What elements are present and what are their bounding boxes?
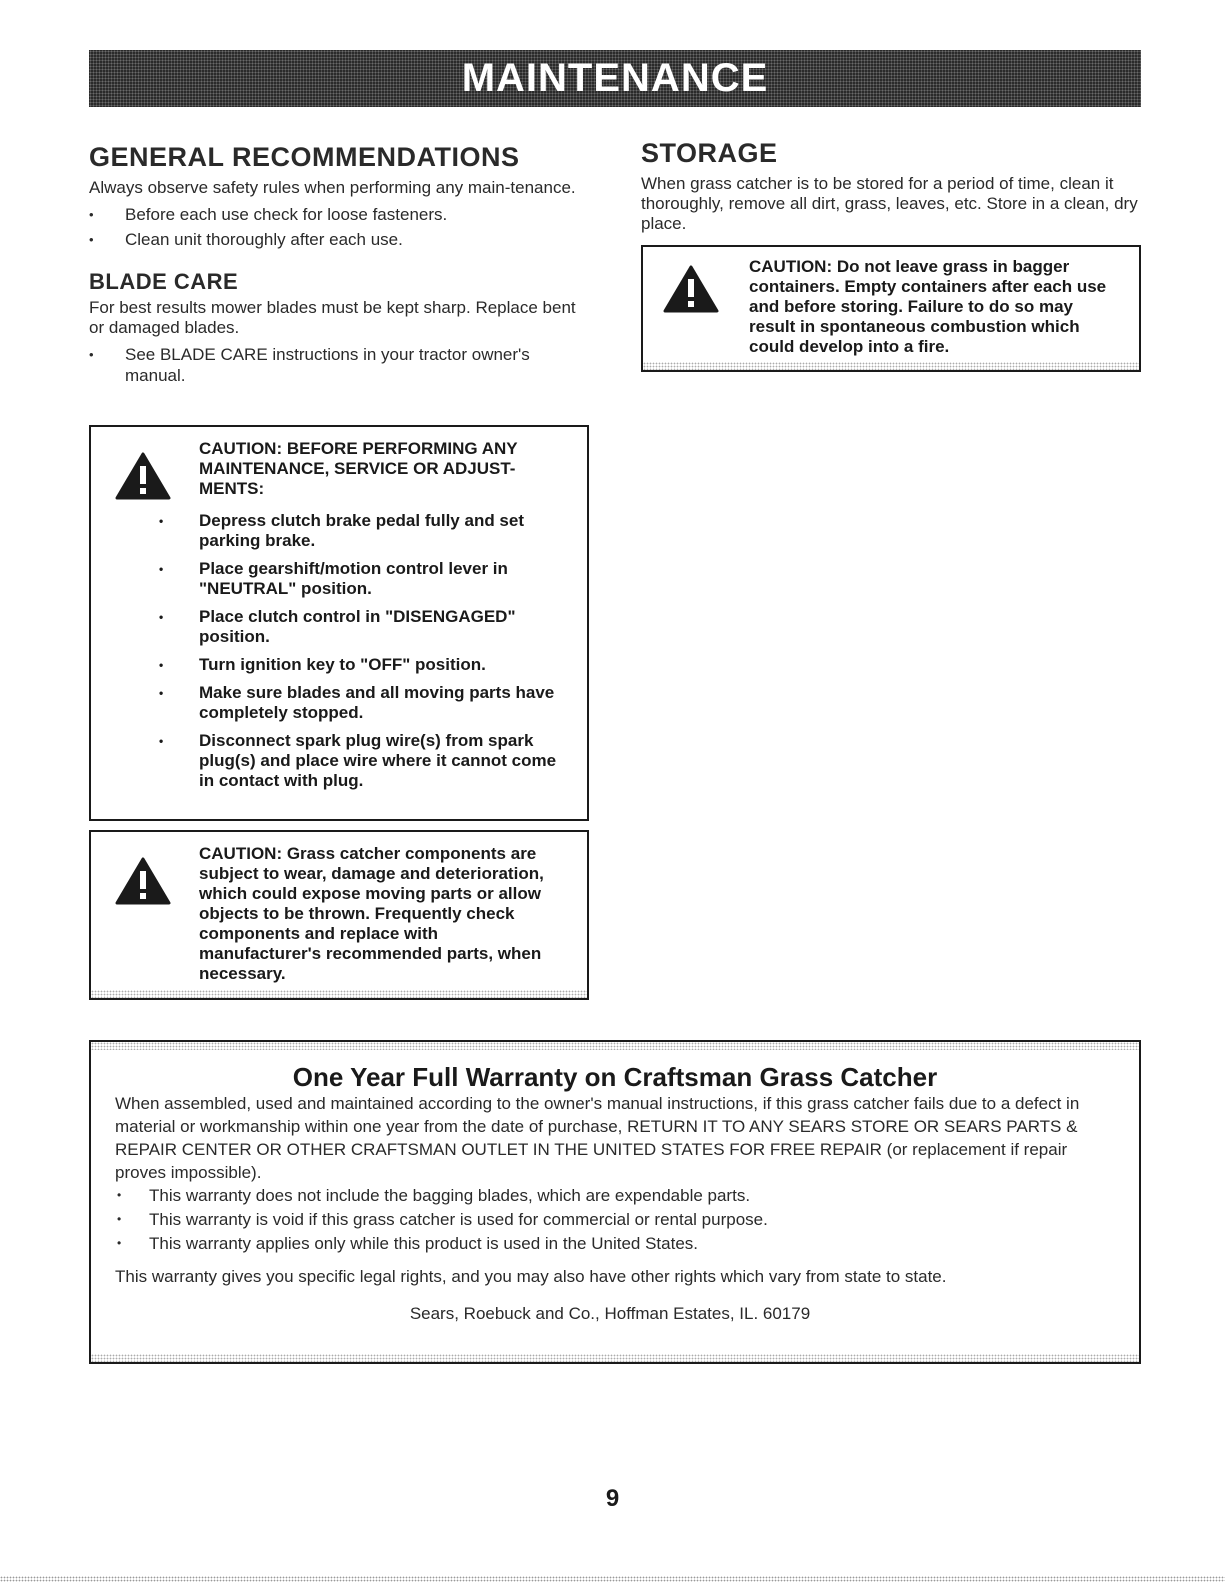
caution-maintenance-box (89, 425, 589, 821)
general-intro: Always observe safety rules when performing any main-tenance. (89, 178, 576, 197)
caution-maintenance-list (199, 511, 559, 791)
storage-intro: When grass catcher is to be stored for a period of time, clean it thoroughly, remove all dirt, grass, leaves, etc. Store in a clean, dry place. (641, 174, 1138, 233)
caution-components-box (89, 830, 589, 1000)
list-item: • Before each use check for loose fasteners. (89, 204, 594, 225)
banner-title: MAINTENANCE (461, 56, 769, 100)
left-column (89, 140, 594, 386)
warning-triangle-icon (115, 857, 171, 905)
list-item: • Clean unit thoroughly after each use. (89, 229, 594, 250)
warranty-title: One Year Full Warranty on Craftsman Grass Catcher (292, 1062, 938, 1092)
list-item: • Disconnect spark plug wire(s) from spark plug(s) and place wire where it cannot come in contact with plug. (199, 731, 559, 791)
list-item: • Turn ignition key to "OFF" position. (199, 655, 559, 675)
list-item: • Depress clutch brake pedal fully and set parking brake. (199, 511, 559, 551)
warranty-intro: When assembled, used and maintained according to the owner's manual instructions, if this grass catcher fails due to a defect in material or workmanship within one year from the date of purchase, RETURN IT TO ANY SEARS STORE OR SEARS PARTS & REPAIR CENTER OR OTHER CRAFTSMAN OUTLET IN THE UNITED STATES FOR FREE REPAIR (or replacement if repair proves impossible). (115, 1094, 1080, 1182)
section-banner (89, 50, 1141, 107)
general-recommendations-heading: GENERAL RECOMMENDATIONS (89, 142, 520, 172)
warranty-address: Sears, Roebuck and Co., Hoffman Estates, IL. 60179 (409, 1304, 811, 1323)
warning-triangle-icon (115, 452, 171, 500)
warning-triangle-icon (663, 265, 719, 313)
caution-components-text: CAUTION: Grass catcher components are subject to wear, damage and deterioration, which could expose moving parts or allow objects to be thrown. Frequently check components and replace with manufacturer's recommended parts, when necessary. (199, 844, 544, 983)
general-bullets (89, 204, 594, 250)
page-number: 9 (605, 1485, 620, 1512)
list-item: • This warranty is void if this grass catcher is used for commercial or rental purpose. (115, 1208, 1105, 1231)
caution-storage-box (641, 245, 1141, 372)
caution-maintenance-title: CAUTION: BEFORE PERFORMING ANY MAINTENANCE, SERVICE OR ADJUST-MENTS: (199, 439, 518, 498)
list-item: • Make sure blades and all moving parts have completely stopped. (199, 683, 559, 723)
warranty-body (115, 1092, 1105, 1325)
right-column (641, 136, 1146, 234)
list-item: • This warranty does not include the bagging blades, which are expendable parts. (115, 1184, 1105, 1207)
list-item: • This warranty applies only while this product is used in the United States. (115, 1232, 1105, 1255)
caution-storage-text: CAUTION: Do not leave grass in bagger containers. Empty containers after each use and before storing. Failure to do so may result in spontaneous combustion which could develop into a fire. (749, 257, 1107, 356)
warranty-box (89, 1040, 1141, 1364)
caution-maintenance-content (199, 439, 559, 799)
blade-care-heading: BLADE CARE (89, 269, 239, 294)
list-item: • Place clutch control in "DISENGAGED" position. (199, 607, 559, 647)
list-item: • See BLADE CARE instructions in your tractor owner's manual. (89, 344, 594, 386)
list-item: • Place gearshift/motion control lever in "NEUTRAL" position. (199, 559, 559, 599)
warranty-bullets (115, 1184, 1105, 1255)
blade-care-bullets (89, 344, 594, 386)
warranty-rights: This warranty gives you specific legal rights, and you may also have other rights which vary from state to state. (115, 1267, 947, 1286)
storage-heading: STORAGE (641, 138, 778, 168)
bottom-rule (0, 1576, 1225, 1582)
blade-care-intro: For best results mower blades must be kept sharp. Replace bent or damaged blades. (89, 298, 576, 337)
